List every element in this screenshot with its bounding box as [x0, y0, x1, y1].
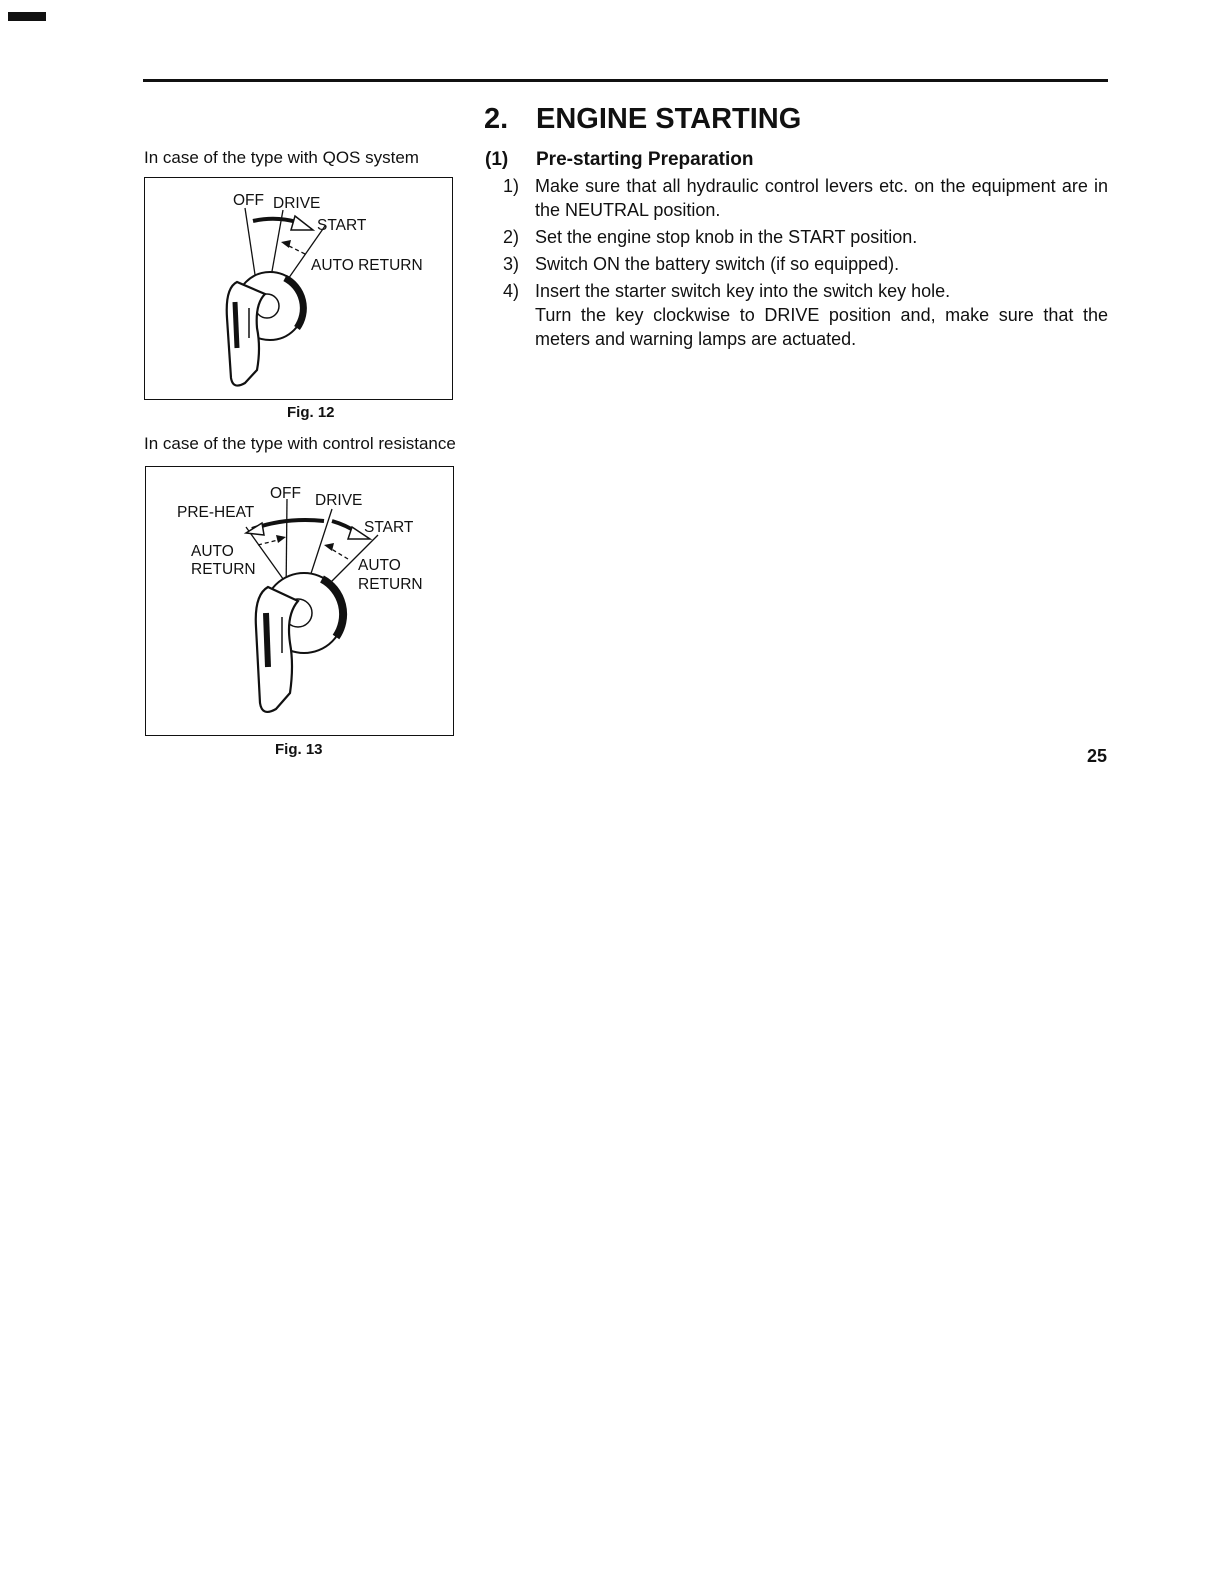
step-text: Insert the starter switch key into the switch key hole.	[535, 281, 951, 301]
step-text: Switch ON the battery switch (if so equipped).	[535, 254, 900, 274]
section-title: ENGINE STARTING	[536, 103, 802, 135]
subsection-number: (1)	[485, 149, 509, 170]
preheat-return-arrowhead	[276, 535, 286, 543]
off-label: OFF	[233, 192, 264, 209]
start-return-arrowhead	[324, 543, 334, 551]
auto-return-label: AUTO RETURN	[311, 257, 423, 274]
list-item	[485, 279, 1108, 351]
drive-label: DRIVE	[315, 492, 363, 509]
section-heading	[484, 101, 801, 137]
subsection-heading	[485, 148, 754, 172]
drive-label: DRIVE	[273, 195, 321, 212]
start-label: START	[364, 519, 414, 536]
header-rule	[143, 79, 1108, 82]
step-number: 4)	[502, 281, 519, 301]
starter-switch-resistance-diagram	[146, 467, 453, 735]
step-text: Make sure that all hydraulic control levers etc. on the equipment are in the NEUTRAL position.	[535, 176, 1108, 220]
right-return-label: RETURN	[358, 576, 423, 593]
list-item	[485, 174, 1108, 222]
page-number: 25	[1087, 746, 1108, 766]
preheat-arrowhead	[246, 523, 264, 535]
steps-list	[485, 174, 1108, 354]
subsection-title: Pre-starting Preparation	[536, 149, 754, 170]
rotation-arrow	[253, 219, 297, 222]
off-label: OFF	[270, 485, 301, 502]
rotation-arrowhead	[291, 216, 313, 230]
right-auto-label: AUTO	[358, 557, 401, 574]
section-number: 2.	[484, 103, 509, 135]
list-item	[485, 252, 1108, 276]
scan-corner-mark	[8, 12, 46, 21]
figure-13-label: Fig. 13	[275, 741, 323, 758]
step-text: Set the engine stop knob in the START position.	[535, 227, 918, 247]
start-label: START	[317, 217, 367, 234]
step-number: 1)	[502, 176, 519, 196]
preheat-label: PRE-HEAT	[177, 504, 255, 521]
step-number: 3)	[502, 254, 519, 274]
key-handle	[256, 587, 298, 712]
step-number: 2)	[502, 227, 519, 247]
left-auto-label: AUTO	[191, 543, 234, 560]
starter-switch-qos-diagram	[145, 178, 452, 399]
left-return-label: RETURN	[191, 561, 256, 578]
list-item	[485, 225, 1108, 249]
key-grip-marking	[235, 302, 237, 348]
figure-12-box	[144, 177, 453, 400]
figure-13-caption: In case of the type with control resistance	[144, 434, 456, 453]
figure-12-caption: In case of the type with QOS system	[144, 148, 419, 167]
figure-13-box	[145, 466, 454, 736]
step-text-continued: Turn the key clockwise to DRIVE position and, make sure that the meters and warning lamps are actuated.	[535, 305, 1108, 349]
figure-12-label: Fig. 12	[287, 404, 335, 421]
key-grip-marking	[266, 613, 268, 667]
